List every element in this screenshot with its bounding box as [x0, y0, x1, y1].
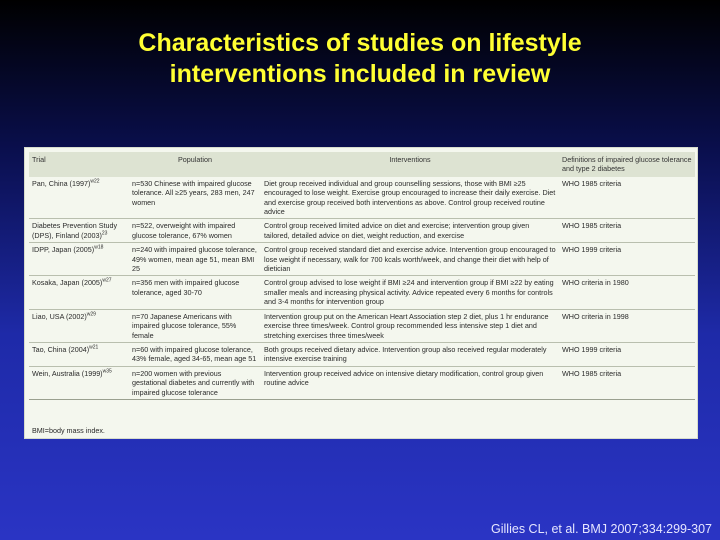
cell-trial — [29, 243, 129, 276]
cell-interventions: Intervention group put on the American Heart Association step 2 diet, plus 1 hr endurance exercise three times/week. Control group recommended less intensive step 1 diet and stretching exercises three times/week — [261, 309, 559, 342]
trial-name: IDPP, Japan (2005) — [32, 245, 95, 255]
cell-trial — [29, 276, 129, 309]
trial-reference: w22 — [90, 178, 100, 185]
trial-reference: 23 — [101, 230, 108, 237]
trial-reference: w35 — [102, 368, 112, 375]
trial-name: Wein, Australia (1999) — [32, 368, 103, 378]
table-row — [29, 276, 695, 309]
cell-interventions: Control group received limited advice on diet and exercise; intervention group given tailored, detailed advice on diet, weight reduction, and exercise — [261, 219, 559, 243]
cell-population: n=530 Chinese with impaired glucose tolerance. All ≥25 years, 283 men, 247 women — [129, 177, 261, 219]
cell-trial — [29, 309, 129, 342]
table-row — [29, 309, 695, 342]
table-row — [29, 342, 695, 366]
cell-trial — [29, 342, 129, 366]
cell-interventions: Diet group received individual and group counselling sessions, those with BMI ≥25 encouraged to lose weight. Exercise group encouraged to increase their daily exercise. Diet and exercise group received both interventions as above. Control group received routine advice — [261, 177, 559, 219]
cell-definition: WHO 1985 criteria — [559, 219, 695, 243]
cell-definition: WHO 1999 criteria — [559, 243, 695, 276]
cell-interventions: Control group advised to lose weight if BMI ≥24 and intervention group if BMI ≥22 by eating smaller meals and increasing physical activity. Advice repeated every 6 months for controls and 3-4 months for intervention group — [261, 276, 559, 309]
header-definitions: Definitions of impaired glucose tolerance and type 2 diabetes — [559, 152, 695, 177]
slide-title — [0, 28, 720, 90]
slide-title-line-2: interventions included in review — [169, 60, 551, 88]
cell-population: n=356 men with impaired glucose tolerance, aged 30-70 — [129, 276, 261, 309]
table-header-row — [29, 152, 695, 177]
studies-table — [29, 152, 695, 400]
cell-interventions: Control group received standard diet and exercise advice. Intervention group encouraged to lose weight if necessary, walk for 700 kcals worth/week, and change their diet with help of dietician — [261, 243, 559, 276]
trial-name: Liao, USA (2002) — [32, 311, 87, 321]
table-row — [29, 219, 695, 243]
table-footnote: BMI=body mass index. — [32, 426, 105, 435]
cell-definition: WHO criteria in 1998 — [559, 309, 695, 342]
trial-name: Tao, China (2004) — [32, 344, 90, 354]
cell-interventions: Intervention group received advice on intensive dietary modification, control group given routine advice — [261, 366, 559, 399]
header-population: Population — [129, 152, 261, 177]
table-row — [29, 366, 695, 399]
cell-trial — [29, 366, 129, 399]
trial-reference: w27 — [102, 278, 112, 285]
cell-population: n=70 Japanese Americans with impaired glucose tolerance, 55% female — [129, 309, 261, 342]
cell-population: n=240 with impaired glucose tolerance, 49% women, mean age 51, mean BMI 25 — [129, 243, 261, 276]
trial-reference: w18 — [94, 244, 104, 251]
cell-definition: WHO criteria in 1980 — [559, 276, 695, 309]
trial-name: Diabetes Prevention Study (DPS), Finland (2003) — [32, 221, 118, 240]
cell-definition: WHO 1985 criteria — [559, 366, 695, 399]
cell-population: n=522, overweight with impaired glucose tolerance, 67% women — [129, 219, 261, 243]
trial-reference: w21 — [89, 344, 99, 351]
cell-population: n=200 women with previous gestational diabetes and currently with impaired glucose tolerance — [129, 366, 261, 399]
trial-reference: w29 — [86, 311, 96, 318]
header-trial: Trial — [29, 152, 129, 177]
cell-trial — [29, 219, 129, 243]
header-interventions: Interventions — [261, 152, 559, 177]
cell-definition: WHO 1985 criteria — [559, 177, 695, 219]
table-row — [29, 177, 695, 219]
trial-name: Pan, China (1997) — [32, 178, 91, 188]
cell-interventions: Both groups received dietary advice. Intervention group also received regular moderately intensive exercise training — [261, 342, 559, 366]
studies-table-panel — [24, 147, 698, 439]
slide-title-line-1: Characteristics of studies on lifestyle — [138, 29, 582, 57]
cell-trial — [29, 177, 129, 219]
citation: Gillies CL, et al. BMJ 2007;334:299-307 — [491, 522, 712, 536]
cell-population: n=60 with impaired glucose tolerance, 43% female, aged 34-65, mean age 51 — [129, 342, 261, 366]
table-row — [29, 243, 695, 276]
trial-name: Kosaka, Japan (2005) — [32, 278, 103, 288]
cell-definition: WHO 1999 criteria — [559, 342, 695, 366]
